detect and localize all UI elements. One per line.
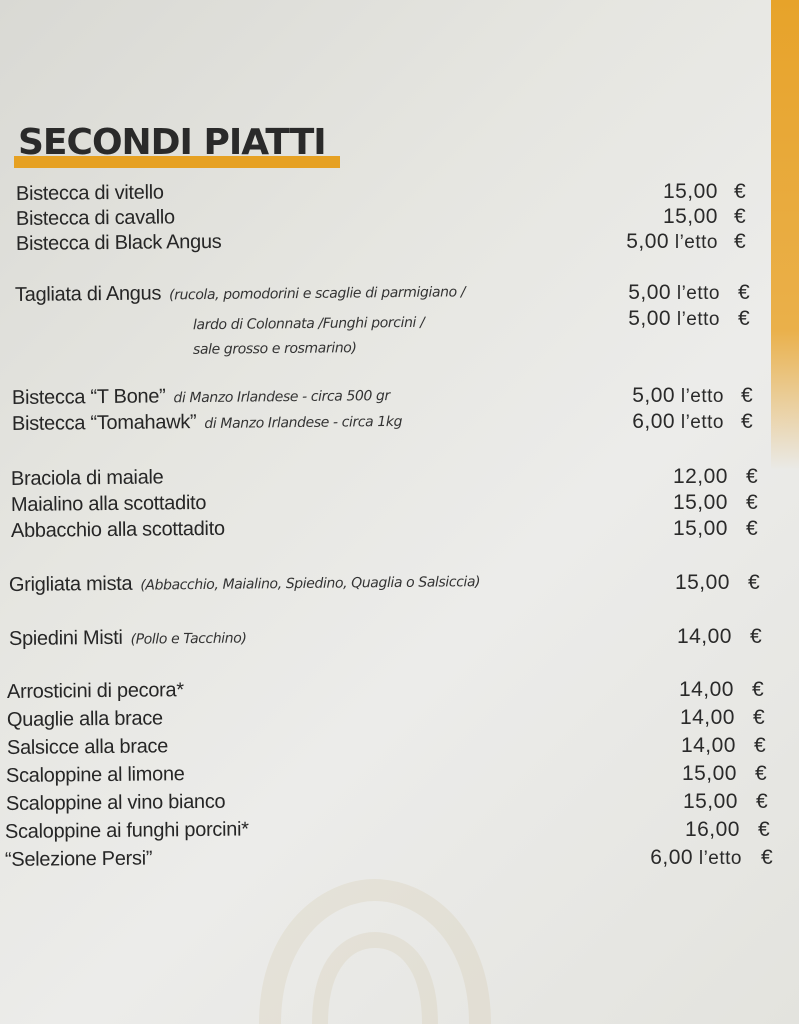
price-value: 14,00 xyxy=(679,706,735,729)
menu-item xyxy=(7,707,163,735)
currency-symbol: € xyxy=(753,706,765,729)
currency-symbol: € xyxy=(754,734,766,757)
price-value: 5,00 xyxy=(632,384,676,407)
menu-item-description: di Manzo Irlandese - circa 500 gr xyxy=(173,388,390,407)
price-value: 15,00 xyxy=(674,571,730,594)
menu-item-name: Abbacchio alla scottadito xyxy=(10,517,225,542)
menu-item-name: Salsicce alla brace xyxy=(6,735,169,759)
menu-item-name: Scaloppine ai funghi porcini* xyxy=(4,818,249,843)
menu-item-price xyxy=(680,706,735,730)
menu-item-price xyxy=(675,571,730,595)
price-value: 12,00 xyxy=(672,465,728,488)
currency-symbol: € xyxy=(738,281,750,304)
menu-item xyxy=(7,679,184,707)
menu-item xyxy=(16,206,175,234)
price-unit: l’etto xyxy=(671,309,720,330)
price-unit: l’etto xyxy=(675,412,724,433)
price-value: 5,00 xyxy=(626,230,670,253)
menu-item-description: lardo di Colonnata /Funghi porcini / xyxy=(192,314,425,334)
menu-item xyxy=(5,818,249,847)
section-title: SECONDI PIATTI xyxy=(18,122,326,163)
menu-item xyxy=(9,626,247,654)
orange-page-edge xyxy=(771,0,799,470)
currency-symbol: € xyxy=(738,307,750,330)
price-value: 15,00 xyxy=(681,762,737,785)
menu-item xyxy=(11,492,206,520)
menu-item-name: Bistecca di cavallo xyxy=(15,206,175,230)
menu-item-name: Tagliata di Angus xyxy=(14,282,162,306)
price-value: 15,00 xyxy=(662,205,718,228)
menu-item-price xyxy=(650,846,742,870)
menu-item-name: Quaglie alla brace xyxy=(6,707,163,731)
menu-item xyxy=(11,518,225,546)
currency-symbol: € xyxy=(755,762,767,785)
menu-item-name: Maialino alla scottadito xyxy=(10,491,207,516)
menu-item-description: (Pollo e Tacchino) xyxy=(130,630,247,648)
menu-item xyxy=(6,791,226,819)
currency-symbol: € xyxy=(746,517,758,540)
price-unit: l’etto xyxy=(671,283,720,304)
currency-symbol: € xyxy=(746,491,758,514)
price-value: 15,00 xyxy=(662,180,718,203)
menu-item-price xyxy=(681,734,736,758)
menu-item-name: Scaloppine al limone xyxy=(5,763,185,787)
currency-symbol: € xyxy=(741,410,753,433)
price-unit: l’etto xyxy=(669,232,718,253)
menu-item-description: (rucola, pomodorini e scaglie di parmigiano / xyxy=(169,284,466,304)
menu-item-name: Bistecca “T Bone” xyxy=(11,385,166,409)
menu-item-price xyxy=(663,205,718,229)
menu-item-price xyxy=(677,625,732,649)
menu-item-description: (Abbacchio, Maialino, Spiedino, Quaglia o Salsiccia) xyxy=(140,574,481,594)
currency-symbol: € xyxy=(748,571,760,594)
menu-item xyxy=(5,847,152,875)
price-value: 15,00 xyxy=(672,517,728,540)
currency-symbol: € xyxy=(734,205,746,228)
currency-symbol: € xyxy=(734,230,746,253)
menu-item-name: Bistecca di Black Angus xyxy=(15,230,222,255)
menu-item-name: “Selezione Persi” xyxy=(4,847,153,871)
currency-symbol: € xyxy=(758,818,770,841)
currency-symbol: € xyxy=(734,180,746,203)
menu-item-price xyxy=(682,762,737,786)
menu-item-name: Arrosticini di pecora* xyxy=(6,679,184,703)
menu-item xyxy=(12,383,390,413)
menu-item-price xyxy=(673,491,728,515)
menu-item-name: Grigliata mista xyxy=(8,572,133,596)
section-header xyxy=(18,122,326,163)
menu-item-description: sale grosso e rosmarino) xyxy=(192,340,357,358)
menu-item xyxy=(6,763,185,791)
currency-symbol: € xyxy=(741,384,753,407)
menu-item-price xyxy=(683,790,738,814)
menu-item-price xyxy=(632,384,724,408)
price-value: 14,00 xyxy=(678,678,734,701)
price-unit: l’etto xyxy=(693,848,742,869)
menu-item-price xyxy=(626,230,718,254)
menu-item-price xyxy=(679,678,734,702)
menu-item-name: Spiedini Misti xyxy=(8,626,123,650)
menu-item-price xyxy=(632,410,724,434)
currency-symbol: € xyxy=(746,465,758,488)
watermark-logo xyxy=(250,870,500,1024)
menu-item-name: Scaloppine al vino bianco xyxy=(5,790,226,815)
currency-symbol: € xyxy=(750,625,762,648)
price-value: 15,00 xyxy=(682,790,738,813)
menu-item-price xyxy=(673,517,728,541)
menu-item-price xyxy=(628,307,720,331)
menu-item-price xyxy=(685,818,740,842)
price-value: 6,00 xyxy=(632,410,676,433)
menu-item-name: Braciola di maiale xyxy=(10,466,164,490)
menu-item-name: Bistecca “Tomahawk” xyxy=(11,411,197,435)
price-unit: l’etto xyxy=(675,386,724,407)
price-value: 14,00 xyxy=(676,625,732,648)
currency-symbol: € xyxy=(761,846,773,869)
price-value: 5,00 xyxy=(628,307,672,330)
price-value: 5,00 xyxy=(628,281,672,304)
price-value: 6,00 xyxy=(650,846,694,869)
menu-item-price xyxy=(663,180,718,204)
menu-item xyxy=(16,231,222,259)
menu-item xyxy=(16,181,164,209)
menu-item-name: Bistecca di vitello xyxy=(15,181,164,205)
menu-item-description: di Manzo Irlandese - circa 1kg xyxy=(204,413,403,432)
menu-item xyxy=(15,279,465,310)
menu-item xyxy=(11,466,164,494)
currency-symbol: € xyxy=(752,678,764,701)
menu-item xyxy=(7,735,168,763)
price-value: 16,00 xyxy=(684,818,740,841)
menu-item xyxy=(12,409,402,439)
price-value: 14,00 xyxy=(680,734,736,757)
currency-symbol: € xyxy=(756,790,768,813)
price-value: 15,00 xyxy=(672,491,728,514)
menu-item xyxy=(9,569,480,600)
menu-item-price xyxy=(673,465,728,489)
menu-item-price xyxy=(628,281,720,305)
